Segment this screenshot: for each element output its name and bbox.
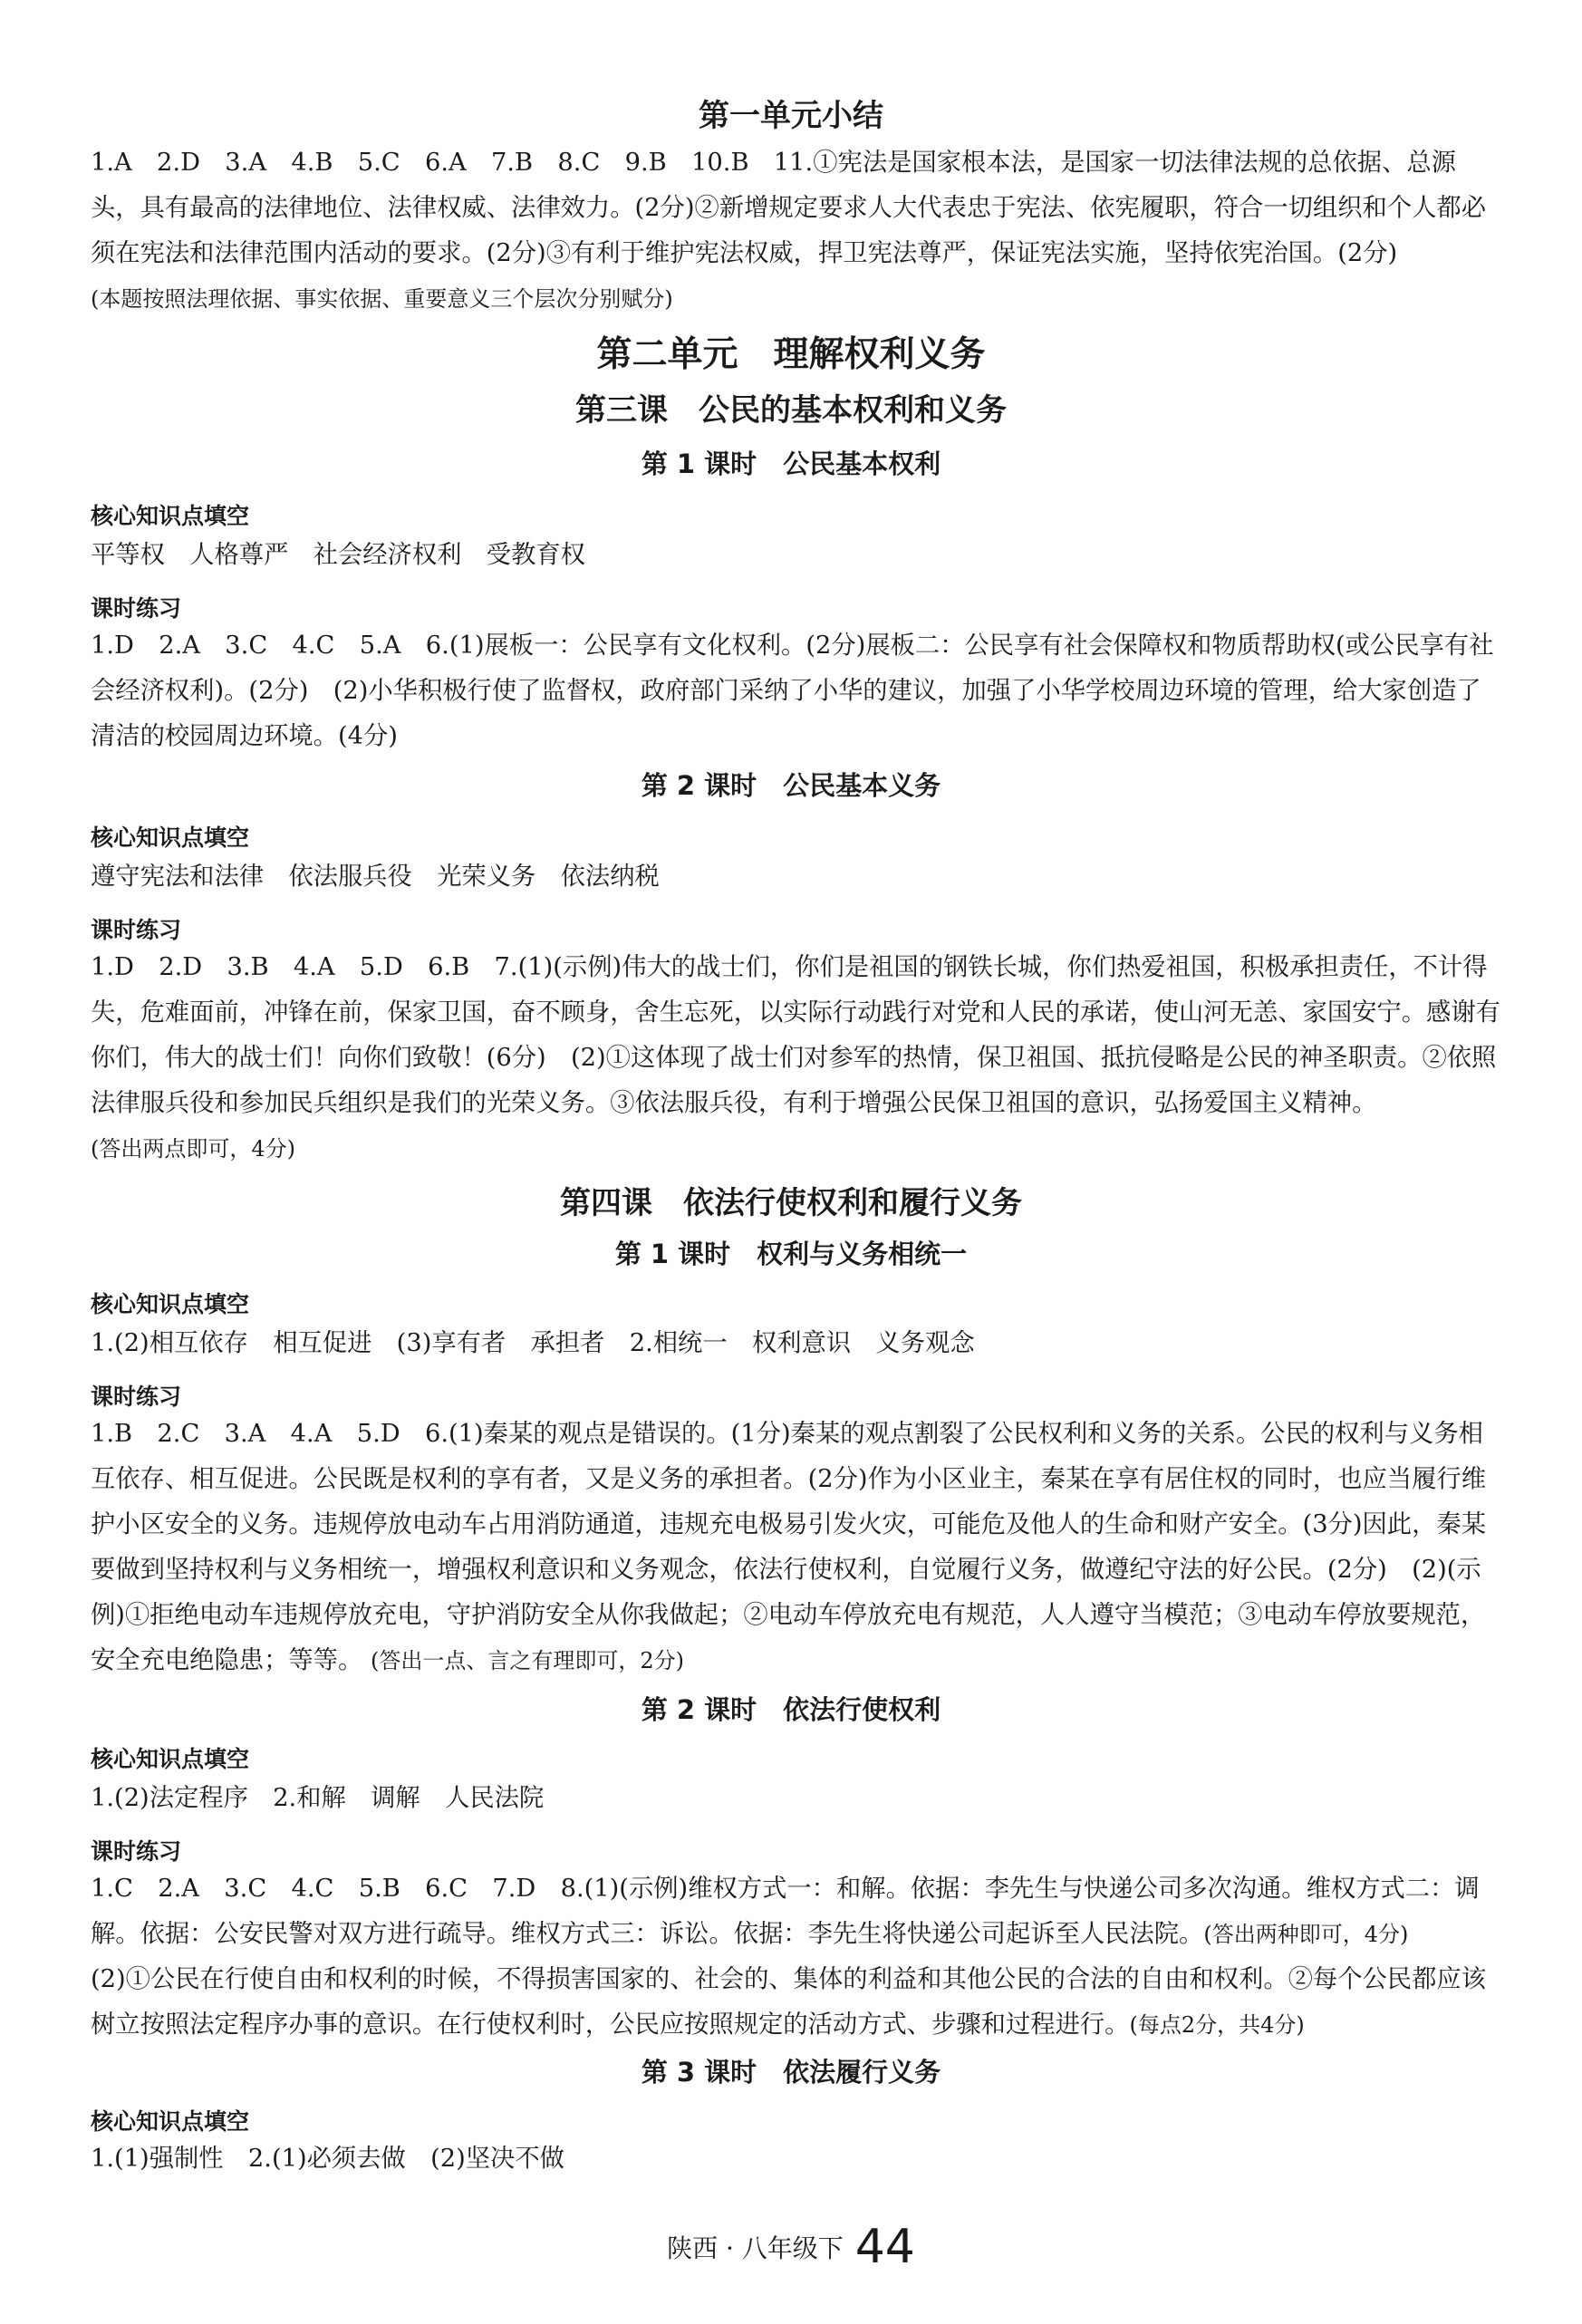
- lesson3-period1-fill: [91, 533, 1502, 578]
- lesson4-period2-practice-text: 1.C 2.A 3.C 4.C 5.B 6.C 7.D 8.(1)(示例)维权方式一：和解。依据：李先生与快递公司多次沟通。维权方式二：调解。依据：公安民警对双方进行疏导。维权方式三：诉讼。依据：李先生将快递公司起诉至人民法院。: [91, 1875, 1480, 1948]
- unit1-summary-answer-text: 1.A 2.D 3.A 4.B 5.C 6.A 7.B 8.C 9.B 10.B 11.①宪法是国家根本法，是国家一切法律法规的总依据、总源头，具有最高的法律地位、法律权威、法律效力。(2分)②新增规定要求人大代表忠于宪法、依宪履职，符合一切组织和个人都必须在宪法和法律范围内活动的要求。(2分)③有利于维护宪法权威，捍卫宪法尊严，保证宪法实施，坚持依宪治国。(2分): [91, 149, 1486, 267]
- unit1-summary-note: (本题按照法理依据、事实依据、重要意义三个层次分别赋分): [91, 286, 673, 312]
- lesson4-period2-practice-label: 课时练习: [91, 1838, 182, 1865]
- lesson4-period2-practice-note1: (答出两种即可，4分): [1203, 1922, 1409, 1947]
- lesson4-period2-practice2-text: (2)①公民在行使自由和权利的时候，不得损害国家的、社会的、集体的利益和其他公民的合法的自由和权利。②每个公民都应该树立按照法定程序办事的意识。在行使权利时，公民应按照规定的活动方式、步骤和过程进行。: [91, 1965, 1486, 2039]
- lesson3-period1-practice-label: 课时练习: [91, 595, 182, 622]
- lesson4-period1-fill: [91, 1321, 1502, 1366]
- lesson4-period3-title: 第 3 课时 依法履行义务: [641, 2057, 941, 2088]
- unit1-summary-title: 第一单元小结: [699, 98, 883, 134]
- lesson4-period2-practice-note2: (每点2分，共4分): [1129, 2012, 1305, 2038]
- page-number: 44: [854, 2220, 915, 2274]
- unit1-summary-answers: [91, 140, 1502, 322]
- lesson4-title: 第四课 依法行使权利和履行义务: [560, 1185, 1022, 1221]
- lesson3-period1-fill-text: 平等权 人格尊严 社会经济权利 受教育权: [91, 541, 585, 569]
- footer-region: 陕西 · 八年级下: [667, 2233, 844, 2263]
- lesson3-period1-fill-label: 核心知识点填空: [91, 503, 250, 529]
- lesson3-period2-fill-text: 遵守宪法和法律 依法服兵役 光荣义务 依法纳税: [91, 863, 660, 891]
- lesson3-period2-practice-note: (答出两点即可，4分): [91, 1136, 295, 1162]
- lesson3-period2-practice-text: 1.D 2.D 3.B 4.A 5.D 6.B 7.(1)(示例)伟大的战士们，你们是祖国的钢铁长城，你们热爱祖国，积极承担责任，不计得失，危难面前，冲锋在前，保家卫国，奋不顾身，舍生忘死，以实际行动践行对党和人民的承诺，使山河无恙、家国安宁。感谢有你们，伟大的战士们！向你们致敬！(6分) (2)①这体现了战士们对参军的热情，保卫祖国、抵抗侵略是公民的神圣职责。②依照法律服兵役和参加民兵组织是我们的光荣义务。③依法服兵役，有利于增强公民保卫祖国的意识，弘扬爱国主义精神。: [91, 953, 1500, 1117]
- lesson4-period1-practice: [91, 1412, 1502, 1683]
- lesson3-period2-practice: [91, 945, 1502, 1172]
- lesson4-period2-practice: [91, 1866, 1502, 2048]
- lesson4-period3-fill: [91, 2136, 815, 2182]
- lesson3-period2-practice-label: 课时练习: [91, 917, 182, 943]
- lesson3-period1-title: 第 1 课时 公民基本权利: [641, 448, 941, 479]
- lesson4-period1-fill-text: 1.(2)相互依存 相互促进 (3)享有者 承担者 2.相统一 权利意识 义务观念: [91, 1329, 975, 1357]
- lesson4-period2-fill-text: 1.(2)法定程序 2.和解 调解 人民法院: [91, 1784, 545, 1812]
- lesson4-period2-fill: [91, 1776, 1502, 1821]
- lesson3-period2-title: 第 2 课时 公民基本义务: [641, 770, 941, 801]
- lesson3-period1-practice: 1.D 2.A 3.C 4.C 5.A 6.(1)展板一：公民享有文化权利。(2分)展板二：公民享有社会保障权和物质帮助权(或公民享有社会经济权利)。(2分) (2)小华积极行使了监督权，政府部门采纳了小华的建议，加强了小华学校周边环境的管理，给大家创造了清洁的校园周边环境。(4分): [91, 632, 1494, 750]
- lesson4-period3-fill-label: 核心知识点填空: [91, 2108, 250, 2135]
- page-footer: [0, 2220, 1582, 2274]
- lesson4-period3-fill-text: 1.(1)强制性 2.(1)必须去做 (2)坚决不做: [91, 2145, 564, 2173]
- unit2-title: 第二单元 理解权利义务: [596, 334, 986, 375]
- lesson3-title: 第三课 公民的基本权利和义务: [575, 392, 1007, 429]
- lesson3-period2-fill: [91, 854, 1502, 900]
- lesson4-period2-title: 第 2 课时 依法行使权利: [641, 1694, 941, 1725]
- lesson4-period2-fill-label: 核心知识点填空: [91, 1746, 250, 1772]
- lesson4-period1-practice-text: 1.B 2.C 3.A 4.A 5.D 6.(1)秦某的观点是错误的。(1分)秦某的观点割裂了公民权利和义务的关系。公民的权利与义务相互依存、相互促进。公民既是权利的享有者，又是义务的承担者。(2分)作为小区业主，秦某在享有居住权的同时，也应当履行维护小区安全的义务。违规停放电动车占用消防通道，违规充电极易引发火灾，可能危及他人的生命和财产安全。(3分)因此，秦某要做到坚持权利与义务相统一，增强权利意识和义务观念，依法行使权利，自觉履行义务，做遵纪守法的好公民。(2分) (2)(示例)①拒绝电动车违规停放充电，守护消防安全从你我做起；②电动车停放充电有规范，人人遵守当模范；③电动车停放要规范，安全充电绝隐患；等等。: [91, 1420, 1486, 1674]
- lesson3-period2-fill-label: 核心知识点填空: [91, 824, 250, 851]
- lesson4-period1-practice-label: 课时练习: [91, 1384, 182, 1410]
- lesson4-period1-practice-note: (答出一点、言之有理即可，2分): [370, 1648, 684, 1673]
- lesson4-period1-fill-label: 核心知识点填空: [91, 1291, 250, 1317]
- lesson4-period1-title: 第 1 课时 权利与义务相统一: [614, 1239, 968, 1269]
